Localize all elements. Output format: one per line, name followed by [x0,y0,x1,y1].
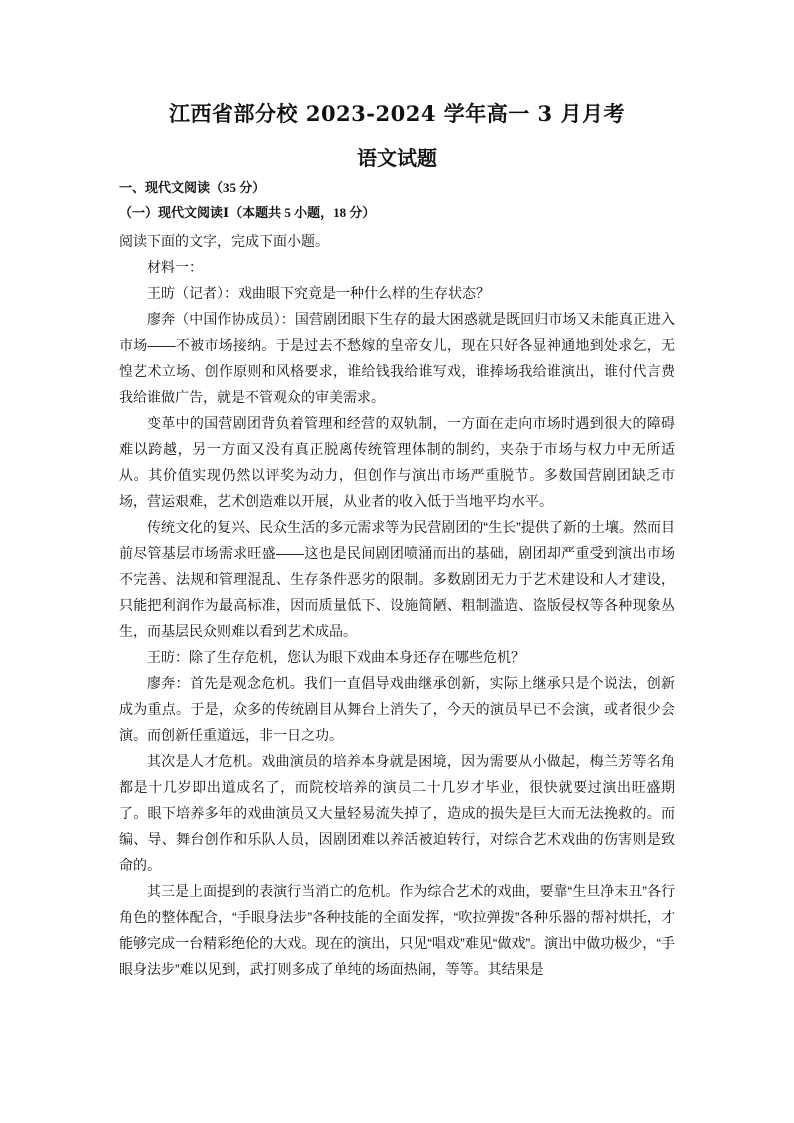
interview-answer-paragraph: 传统文化的复兴、民众生活的多元需求等为民营剧团的“生长”提供了新的土壤。然而目前尽管基层市场需求旺盛——这也是民间剧团喷涌而出的基础，剧团却严重受到演出市场不完善、法规和管理混乱、生存条件恶劣的限制。多数剧团无力于艺术建设和人才建设，只能把利润作为最高标准，因而质量低下、设施简陋、粗制滥造、盗版侵权等各种现象丛生，而基层民众则难以看到艺术成品。 [119,519,675,639]
subsection-heading: （一）现代文阅读Ⅰ（本题共 5 小题，18 分） [119,205,376,220]
interview-answer-paragraph: 廖奔（中国作协成员）：国营剧团眼下生存的最大困惑就是既回归市场又未能真正进入市场——不被市场接纳。于是过去不愁嫁的皇帝女儿，现在只好各显神通地到处求乞，无惶艺术立场、创作原则和风格要求，谁给钱我给谁写戏，谁捧场我给谁演出，谁付代言费我给谁做广告，就是不管观众的审美需求。 [119,311,675,405]
interview-question-1: 王昉（记者）：戏曲眼下究竟是一种什么样的生存状态？ [147,285,490,301]
interview-answer-paragraph: 其次是人才危机。戏曲演员的培养本身就是困境，因为需要从小做起，梅兰芳等名角都是十几岁即出道成名了，而院校培养的演员二十几岁才毕业，很快就要过演出旺盛期了。眼下培养多年的戏曲演员又大量轻易流失掉了，造成的损失是巨大而无法挽救的。而编、导、舞台创作和乐队人员，因剧团难以养活被迫转行，对综合艺术戏曲的伤害则是致命的。 [119,753,675,873]
exam-content [119,178,675,982]
exam-title: 江西省部分校 2023-2024 学年高一 3 月月考 [169,101,625,126]
material-label: 材料一： [147,259,203,275]
section-heading: 一、现代文阅读（35 分） [119,180,266,195]
interview-answer-paragraph: 变革中的国营剧团背负着管理和经营的双轨制，一方面在走向市场时遇到很大的障碍难以跨越，另一方面又没有真正脱离传统管理体制的制约，夹杂于市场与权力中无所适从。其价值实现仍然以评奖为动力，但创作与演出市场严重脱节。多数国营剧团缺乏市场，营运艰难，艺术创造难以开展，从业者的收入低于当地平均水平。 [119,415,675,509]
interview-question-2: 王昉：除了生存危机，您认为眼下戏曲本身还存在哪些危机？ [147,649,525,665]
interview-answer-paragraph: 其三是上面提到的表演行当消亡的危机。作为综合艺术的戏曲，要靠“生旦净末丑”各行角色的整体配合，“手眼身法步”各种技能的全面发挥，“吹拉弹拨”各种乐器的帮衬烘托，才能够完成一台精彩绝伦的大戏。现在的演出，只见“唱戏”难见“做戏”。演出中做功极少，“手眼身法步”难以见到，武打则多成了单纯的场面热闹，等等。其结果是 [119,883,675,977]
exam-subject: 语文试题 [357,146,437,170]
interview-answer-paragraph: 廖奔：首先是观念危机。我们一直倡导戏曲继承创新，实际上继承只是个说法，创新成为重点。于是，众多的传统剧目从舞台上消失了，今天的演员早已不会演，或者很少会演。而创新任重道远，非一日之功。 [119,675,675,743]
reading-instruction: 阅读下面的文字，完成下面小题。 [119,233,329,249]
